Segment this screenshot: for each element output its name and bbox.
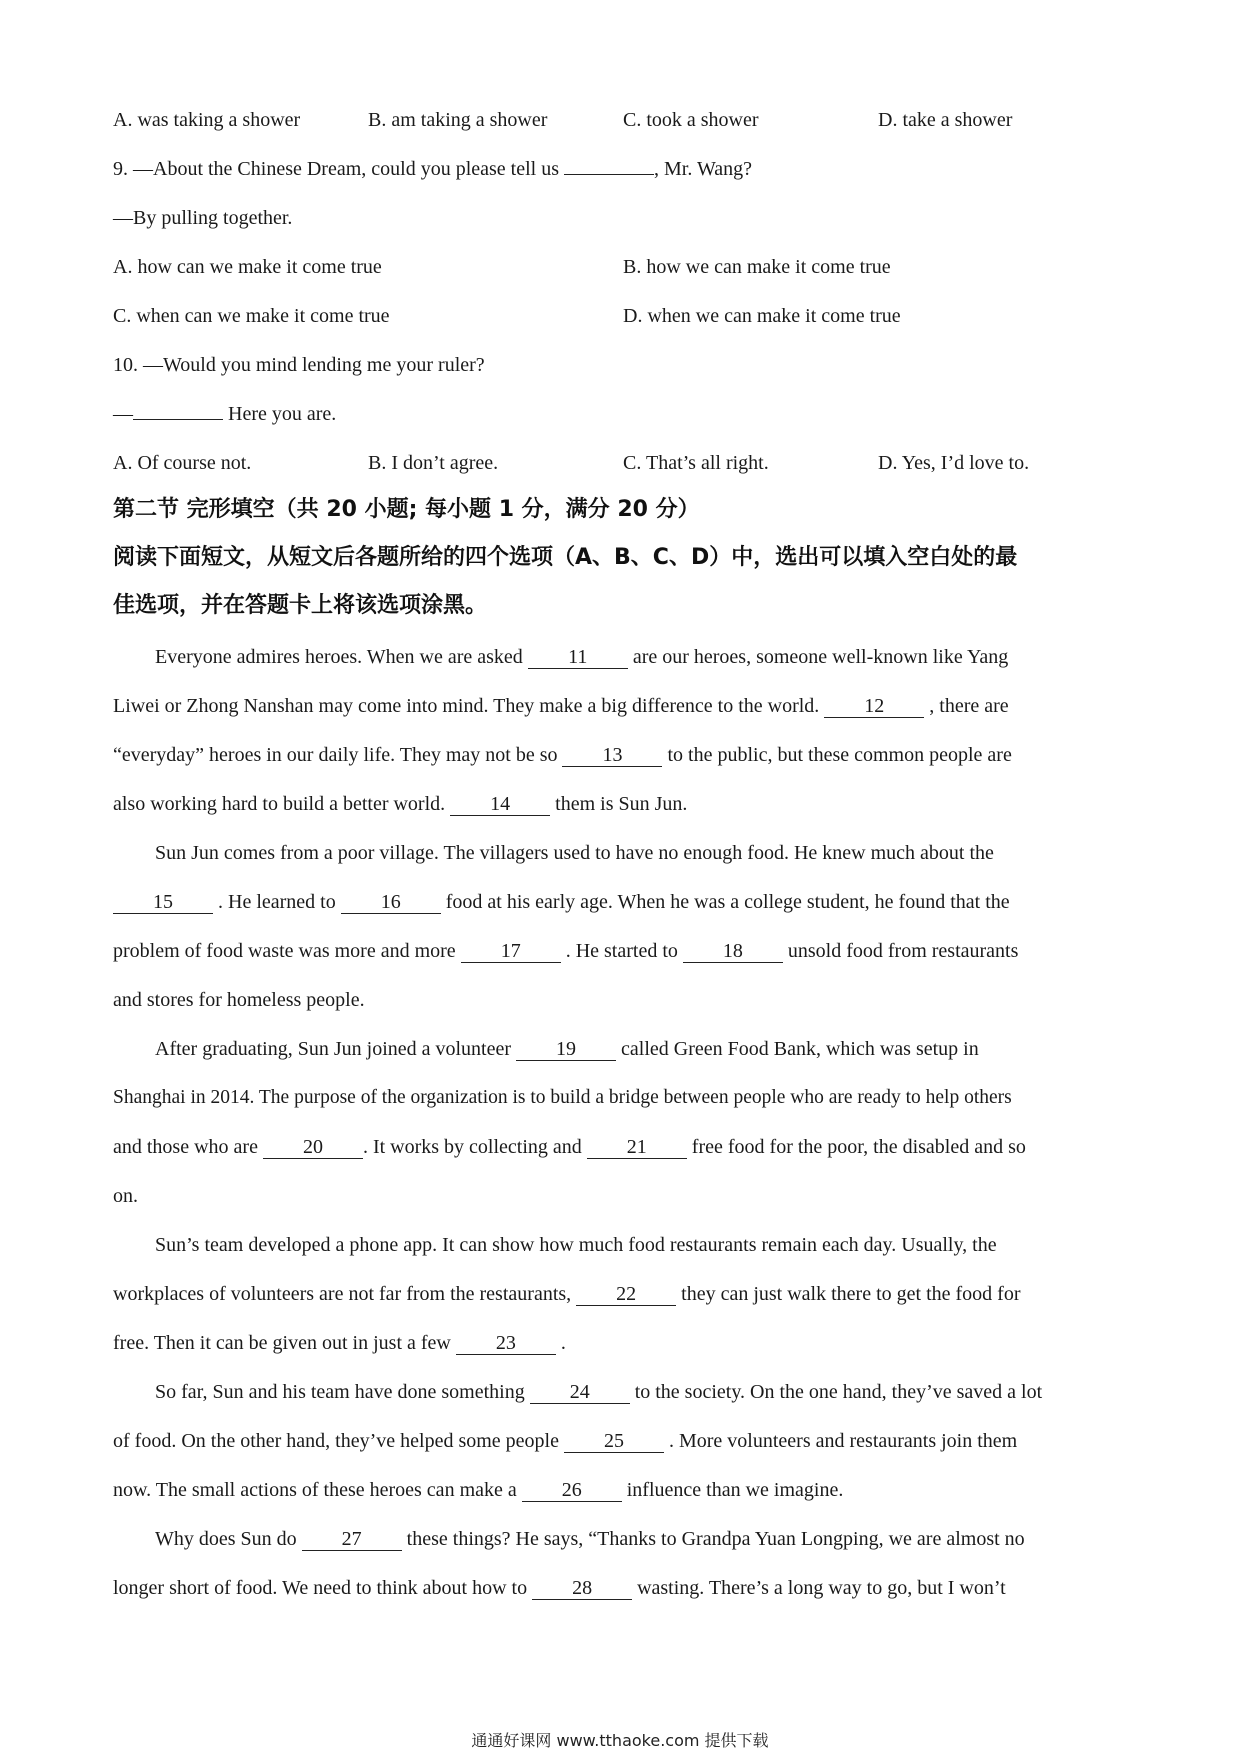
passage-text: Why does Sun do	[155, 1528, 302, 1550]
passage-text: So far, Sun and his team have done something	[155, 1381, 530, 1403]
passage-line	[113, 1575, 1123, 1601]
q8-option-c: C. took a shower	[623, 109, 759, 131]
passage-line	[155, 1526, 1165, 1552]
passage-text: wasting. There’s a long way to go, but I won’t	[632, 1577, 1006, 1599]
q8-option-a: A. was taking a shower	[113, 109, 301, 131]
passage-line	[113, 1428, 1123, 1454]
q10-reply	[113, 401, 336, 427]
passage-line	[155, 644, 1165, 670]
passage-text: Liwei or Zhong Nanshan may come into mind. They make a big difference to the world.	[113, 695, 825, 717]
passage-text: food at his early age. When he was a college student, he found that the	[440, 891, 1010, 913]
passage-text: unsold food from restaurants	[782, 940, 1019, 962]
passage-text: they can just walk there to get the food for	[676, 1283, 1021, 1305]
passage-line	[113, 791, 1123, 817]
passage-line	[113, 693, 1123, 719]
passage-text: these things? He says, “Thanks to Grandpa Yuan Longping, we are almost no	[401, 1528, 1025, 1550]
section-instruction-line1: 阅读下面短文，从短文后各题所给的四个选项（A、B、C、D）中，选出可以填入空白处的最	[113, 545, 1018, 570]
passage-text: . He learned to	[213, 891, 341, 913]
passage-line	[113, 742, 1123, 768]
q9-answer-blank	[564, 156, 654, 175]
blank-26: 26	[522, 1479, 622, 1502]
passage-line	[113, 889, 1123, 915]
passage-line: Shanghai in 2014. The purpose of the organization is to build a bridge between people who are ready to help others	[113, 1087, 1012, 1108]
q9-stem	[113, 156, 752, 182]
q9-stem-text: 9. —About the Chinese Dream, could you please tell us	[113, 158, 560, 180]
section-title: 第二节 完形填空（共 20 小题; 每小题 1 分，满分 20 分）	[113, 497, 700, 522]
passage-text: to the society. On the one hand, they’ve saved a lot	[629, 1381, 1043, 1403]
passage-line: Sun Jun comes from a poor village. The villagers used to have no enough food. He knew much about the	[155, 842, 994, 864]
q9-reply: —By pulling together.	[113, 207, 293, 229]
passage-text: . More volunteers and restaurants join them	[663, 1430, 1018, 1452]
passage-line: Sun’s team developed a phone app. It can show how much food restaurants remain each day. Usually, the	[155, 1234, 997, 1256]
passage-text: influence than we imagine.	[621, 1479, 844, 1501]
q10-reply-text: Here you are.	[223, 403, 337, 425]
q10-option-d: D. Yes, I’d love to.	[878, 452, 1030, 474]
blank-14: 14	[450, 793, 550, 816]
blank-15: 15	[113, 891, 213, 914]
passage-line	[113, 1281, 1123, 1307]
blank-20: 20	[263, 1136, 363, 1159]
passage-text: workplaces of volunteers are not far from the restaurants,	[113, 1283, 577, 1305]
passage-text: free. Then it can be given out in just a few	[113, 1332, 456, 1354]
passage-text: “everyday” heroes in our daily life. They may not be so	[113, 744, 563, 766]
passage-text: After graduating, Sun Jun joined a volunteer	[155, 1038, 517, 1060]
blank-24: 24	[530, 1381, 630, 1404]
passage-text: and those who are	[113, 1136, 263, 1158]
q9-option-d: D. when we can make it come true	[623, 305, 901, 327]
passage-text: .	[555, 1332, 566, 1354]
q9-option-a: A. how can we make it come true	[113, 256, 382, 278]
q10-option-a: A. Of course not.	[113, 452, 252, 474]
q10-stem: 10. —Would you mind lending me your ruler?	[113, 354, 485, 376]
blank-21: 21	[587, 1136, 687, 1159]
blank-23: 23	[456, 1332, 556, 1355]
passage-text: . He started to	[560, 940, 683, 962]
passage-line	[113, 938, 1123, 964]
passage-text: now. The small actions of these heroes can make a	[113, 1479, 522, 1501]
passage-text: longer short of food. We need to think about how to	[113, 1577, 533, 1599]
passage-line	[113, 1330, 1123, 1356]
passage-line: on.	[113, 1185, 138, 1207]
blank-28: 28	[532, 1577, 632, 1600]
section-instruction-line2: 佳选项，并在答题卡上将该选项涂黑。	[113, 593, 488, 618]
blank-12: 12	[824, 695, 924, 718]
q10-reply-dash: —	[113, 403, 133, 425]
blank-17: 17	[461, 940, 561, 963]
passage-text: Everyone admires heroes. When we are asked	[155, 646, 528, 668]
blank-18: 18	[683, 940, 783, 963]
passage-text: are our heroes, someone well-known like Yang	[627, 646, 1009, 668]
blank-22: 22	[576, 1283, 676, 1306]
q9-stem-tail: , Mr. Wang?	[654, 158, 753, 180]
page-footer: 通通好课网 www.tthaoke.com 提供下载	[471, 1731, 769, 1750]
q8-option-b: B. am taking a shower	[368, 109, 548, 131]
q10-option-b: B. I don’t agree.	[368, 452, 499, 474]
blank-25: 25	[564, 1430, 664, 1453]
passage-line	[155, 1379, 1165, 1405]
passage-line	[155, 1036, 1165, 1062]
passage-text: to the public, but these common people are	[662, 744, 1012, 766]
blank-27: 27	[302, 1528, 402, 1551]
q10-answer-blank	[133, 401, 223, 420]
passage-line	[113, 1477, 1123, 1503]
blank-16: 16	[341, 891, 441, 914]
passage-text: them is Sun Jun.	[550, 793, 688, 815]
passage-text: called Green Food Bank, which was setup in	[616, 1038, 979, 1060]
blank-11: 11	[528, 646, 628, 669]
passage-text: , there are	[924, 695, 1009, 717]
q10-option-c: C. That’s all right.	[623, 452, 769, 474]
q8-option-d: D. take a shower	[878, 109, 1013, 131]
passage-line: and stores for homeless people.	[113, 989, 365, 1011]
passage-line	[113, 1134, 1123, 1160]
passage-text: problem of food waste was more and more	[113, 940, 461, 962]
q9-option-b: B. how we can make it come true	[623, 256, 891, 278]
q9-option-c: C. when can we make it come true	[113, 305, 390, 327]
blank-19: 19	[516, 1038, 616, 1061]
blank-13: 13	[562, 744, 662, 767]
passage-text: free food for the poor, the disabled and so	[686, 1136, 1026, 1158]
passage-text: also working hard to build a better world.	[113, 793, 451, 815]
passage-text: . It works by collecting and	[362, 1136, 587, 1158]
passage-text: of food. On the other hand, they’ve helped some people	[113, 1430, 564, 1452]
